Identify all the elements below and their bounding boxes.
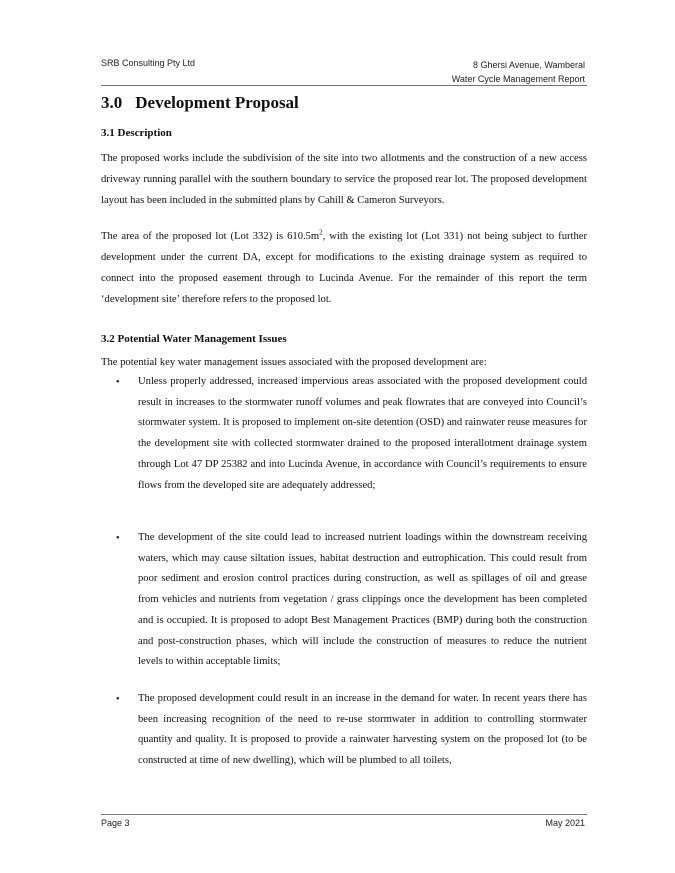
section-heading xyxy=(101,93,299,113)
description-paragraph-1: The proposed works include the subdivision of the site into two allotments and the construction of a new access driveway running parallel with the southern boundary to service the proposed rear lot. The proposed development layout has been included in the submitted plans by Cahill & Cameron Surveyors. xyxy=(101,153,587,206)
bullet-3-marker: • xyxy=(116,694,120,705)
para-2-part-a: The area of the proposed lot (Lot 332) is 610.5m xyxy=(101,231,320,242)
header-company: SRB Consulting Pty Ltd xyxy=(101,58,196,68)
bullet-1-marker: • xyxy=(116,377,120,388)
section-title: Development Proposal xyxy=(135,93,299,112)
header-address: 8 Ghersi Avenue, Wamberal xyxy=(472,60,585,70)
superscript-2: 2 xyxy=(319,228,323,237)
bullet-2-marker: • xyxy=(116,533,120,544)
bullet-1-text: Unless properly addressed, increased impervious areas associated with the proposed development could result in increases to the stormwater runoff volumes and peak flowrates that are conveyed into Council’s stormwater system. It is proposed to implement on-site detention (OSD) and rainwater reuse measures for the development site with collected stormwater drained to the proposed interallotment drainage system through Lot 47 DP 25382 and into Lucinda Avenue, in accordance with Council’s requirements to ensure flows from the developed site are adequately addressed; xyxy=(138,376,587,491)
section-number: 3.0 xyxy=(101,93,123,112)
bullet-2-text: The development of the site could lead to increased nutrient loadings within the downstream receiving waters, which may cause siltation issues, habitat destruction and eutrophication. This could result from poor sediment and erosion control practices during construction, as well as spillages of oil and grease from vehicles and nutrients from vegetation / grass clippings once the development has been completed and is occupied. It is proposed to adopt Best Management Practices (BMP) during both the construction and post-construction phases, which will include the construction of measures to reduce the nutrient levels to within acceptable limits; xyxy=(138,532,587,668)
header-right xyxy=(452,58,585,86)
issues-intro: The potential key water management issues associated with the proposed development are: xyxy=(101,357,487,368)
para-2-part-b: , with the existing lot (Lot 331) not being subject to further development under the current DA, except for modifications to the existing drainage system as required to connect into the proposed easement through to Lucinda Avenue. For the remainder of this report the term ‘development site’ therefore refers to the proposed lot. xyxy=(101,231,587,305)
bullet-3-text: The proposed development could result in an increase in the demand for water. In recent years there has been increasing recognition of the need to re-use stormwater in addition to controlling stormwater quantity and quality. It is proposed to provide a rainwater harvesting system on the proposed lot (to be constructed at time of new dwelling), which will be plumbed to all toilets, xyxy=(138,693,587,767)
page-number: Page 3 xyxy=(101,818,130,828)
header-rule xyxy=(101,85,587,86)
subsection-issues-heading: 3.2 Potential Water Management Issues xyxy=(101,333,287,345)
description-paragraph-2 xyxy=(101,226,587,310)
footer-date: May 2021 xyxy=(545,818,585,828)
footer-rule xyxy=(101,814,587,815)
subsection-description-heading: 3.1 Description xyxy=(101,127,172,139)
header-report-title: Water Cycle Management Report xyxy=(451,74,585,84)
